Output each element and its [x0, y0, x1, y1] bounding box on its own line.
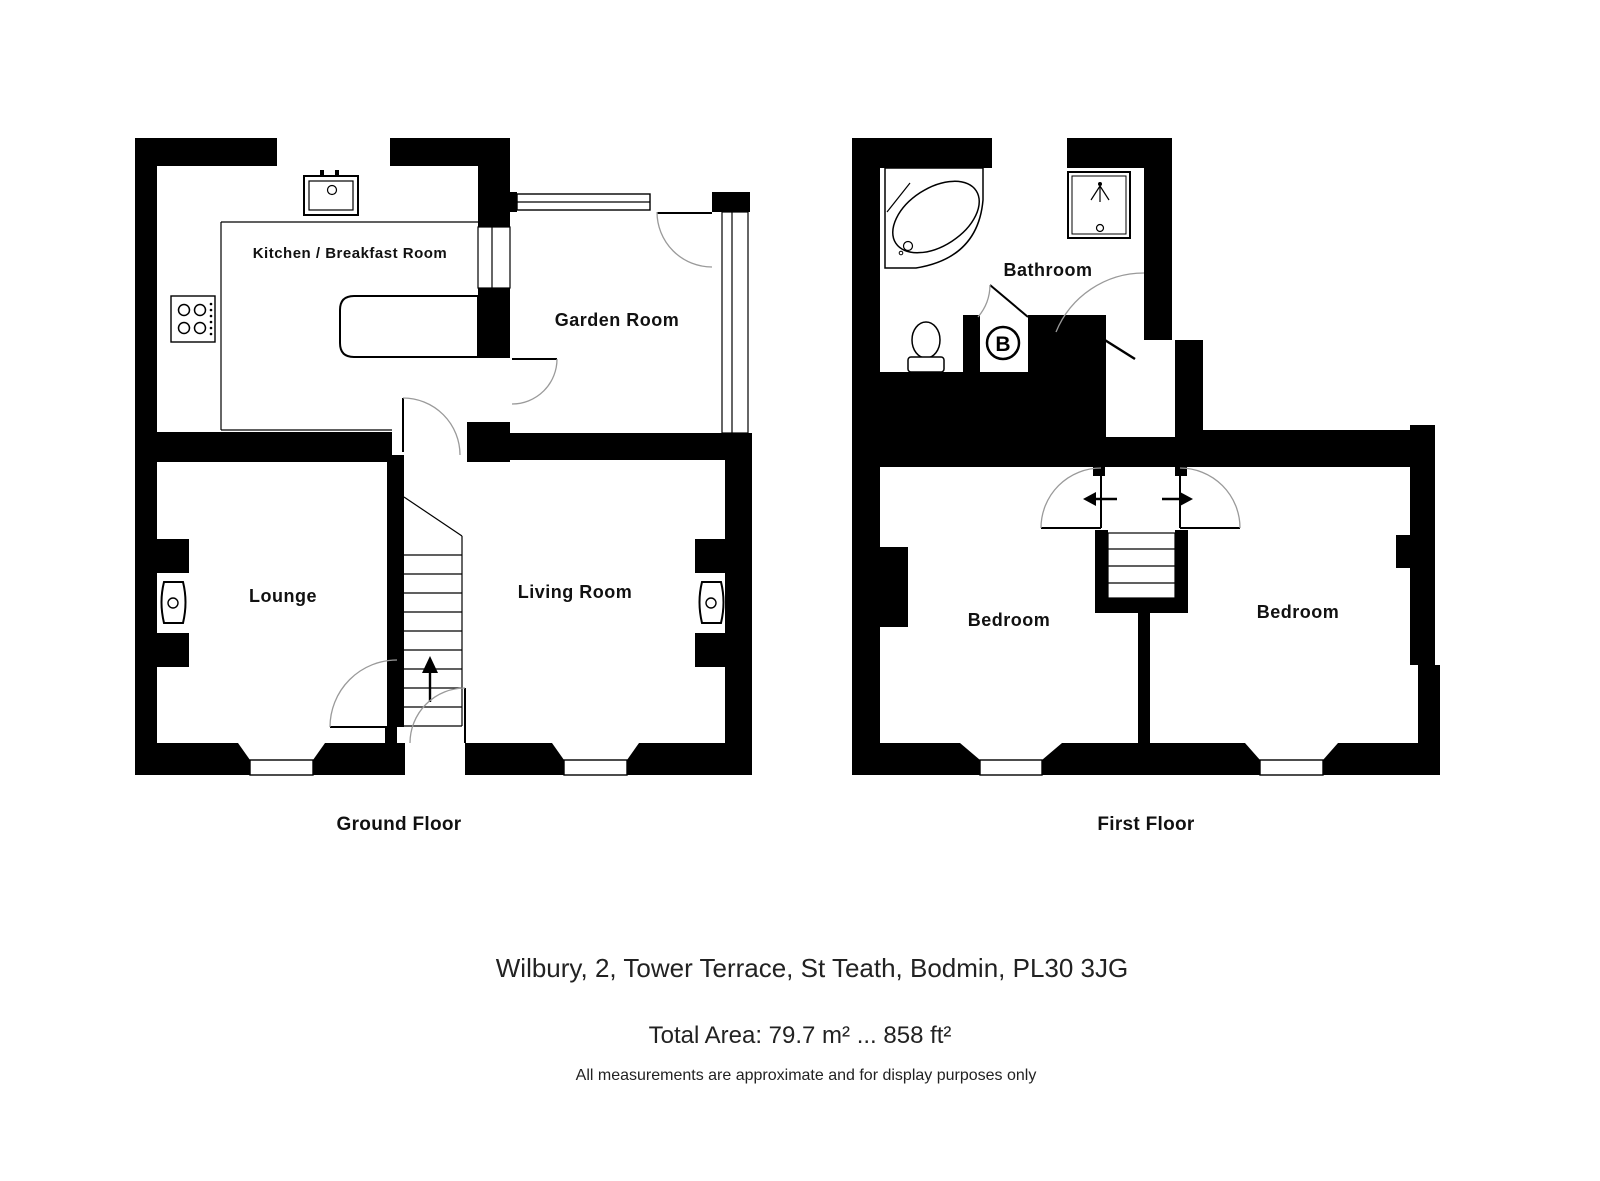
corner-bath-icon [880, 167, 992, 268]
shower-icon [1068, 172, 1130, 238]
lounge-door [330, 660, 397, 727]
boiler-letter: B [995, 333, 1011, 356]
lounge-fireplace-icon [162, 582, 186, 623]
property-address: Wilbury, 2, Tower Terrace, St Teath, Bodmin, PL30 3JG [495, 953, 1129, 983]
hob-icon [171, 296, 215, 342]
room-label-bedroom-left: Bedroom [967, 610, 1051, 630]
direction-arrow-right-icon [1162, 492, 1193, 506]
disclaimer: All measurements are approximate and for display purposes only [575, 1067, 1037, 1084]
living-room-fireplace-icon [700, 582, 724, 623]
room-label-kitchen: Kitchen / Breakfast Room [252, 245, 448, 262]
room-label-bathroom: Bathroom [1003, 260, 1093, 280]
toilet-icon [908, 322, 944, 372]
bedroom-right-bay-window-icon [1245, 743, 1338, 775]
garden-room-top-window-icon [517, 194, 650, 210]
kitchen-sink-icon [304, 170, 358, 215]
lounge-bay-window-icon [238, 743, 325, 775]
kitchen-door [403, 398, 460, 455]
kitchen-island-icon [340, 296, 478, 357]
garden-room-top-door [657, 212, 712, 267]
footer [496, 953, 1128, 1084]
garden-room-door [512, 359, 557, 404]
living-room-bay-window-icon [552, 743, 639, 775]
garden-room-side-window-icon [722, 212, 748, 433]
room-label-garden-room: Garden Room [554, 310, 680, 330]
first-floor-stairs-icon [1108, 533, 1175, 598]
room-label-bedroom-right: Bedroom [1256, 602, 1340, 622]
boiler-icon [978, 285, 1028, 359]
bedroom-left-bay-window-icon [960, 743, 1062, 775]
front-door [410, 688, 465, 743]
ground-floor-walls [135, 138, 752, 775]
room-label-living-room: Living Room [517, 582, 633, 602]
kitchen-side-window-icon [478, 227, 510, 288]
ground-floor-plan [135, 138, 752, 835]
stairs-up-icon [404, 497, 462, 726]
room-label-lounge: Lounge [249, 586, 317, 606]
total-area: Total Area: 79.7 m² ... 858 ft² [648, 1022, 952, 1049]
first-floor-plan [852, 138, 1440, 835]
ground-floor-title: Ground Floor [336, 814, 462, 835]
first-floor-title: First Floor [1097, 814, 1195, 835]
